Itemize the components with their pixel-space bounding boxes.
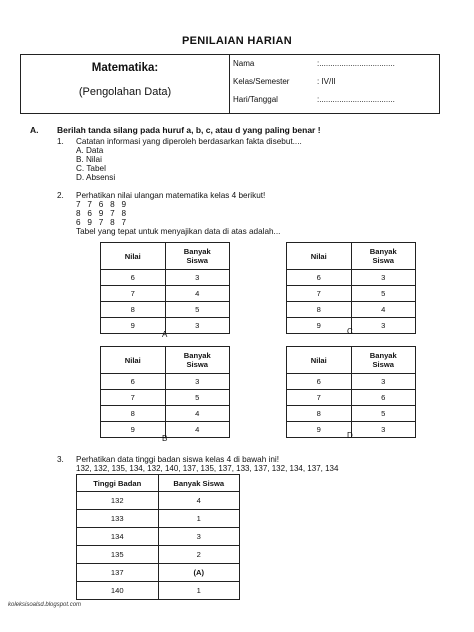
table-cell: 4: [351, 302, 416, 318]
table-cell: 140: [77, 582, 159, 600]
table-cell: 6: [287, 270, 352, 286]
q2-table-a: [100, 242, 230, 334]
subject-box: [21, 55, 230, 113]
table-cell: 6: [287, 374, 352, 390]
q2-table-c-label: C: [347, 327, 353, 336]
table-cell: 7: [287, 390, 352, 406]
table-cell: 7: [101, 390, 166, 406]
footer-url: koleksisoalsd.blogspot.com: [8, 602, 82, 608]
table-cell: 2: [158, 546, 240, 564]
table-cell: (A): [158, 564, 240, 582]
table-cell: 4: [165, 286, 230, 302]
table-cell: 9: [101, 422, 166, 438]
table-cell: 4: [165, 406, 230, 422]
table-cell: 8: [101, 302, 166, 318]
q1-option-d: D. Absensi: [76, 173, 116, 182]
col-header-banyak: Banyak Siswa: [351, 347, 416, 374]
q2-table-d-label: D: [347, 431, 353, 440]
col-header-banyak: Banyak Siswa: [158, 475, 240, 492]
table-cell: 3: [158, 528, 240, 546]
col-header-banyak: Banyak Siswa: [351, 243, 416, 270]
table-cell: 3: [351, 270, 416, 286]
table-cell: 8: [101, 406, 166, 422]
table-cell: 8: [287, 302, 352, 318]
header-box: [20, 54, 440, 114]
table-cell: 8: [287, 406, 352, 422]
table-cell: 6: [351, 390, 416, 406]
q2-table-b: [100, 346, 230, 438]
q2-table-b-label: B: [162, 434, 168, 443]
q2-data-row: 8 6 9 7 8: [76, 209, 127, 218]
table-cell: 6: [101, 374, 166, 390]
section-a-instruction: Berilah tanda silang pada huruf a, b, c, atau d yang paling benar !: [57, 125, 321, 135]
q1-option-c: C. Tabel: [76, 164, 106, 173]
col-header-nilai: Nilai: [287, 243, 352, 270]
table-cell: 5: [165, 390, 230, 406]
q2-data-row: 6 9 7 8 7: [76, 218, 127, 227]
table-cell: 3: [351, 422, 416, 438]
q2-number: 2.: [57, 191, 64, 200]
field-nama: Nama :..................................: [233, 59, 395, 68]
subject-title: Matematika:: [91, 62, 159, 74]
table-cell: 5: [351, 286, 416, 302]
q2-data-row: 7 7 6 8 9: [76, 200, 127, 209]
q1-option-b: B. Nilai: [76, 155, 102, 164]
table-cell: 4: [158, 492, 240, 510]
field-kelas: Kelas/Semester : IV/II: [233, 77, 336, 86]
q2-prompt: Tabel yang tepat untuk menyajikan data di atas adalah...: [76, 227, 281, 236]
table-cell: 3: [351, 374, 416, 390]
table-cell: 9: [101, 318, 166, 334]
q2-table-c: [286, 242, 416, 334]
q3-table: [76, 474, 240, 600]
q1-text: Catatan informasi yang diperoleh berdasarkan fakta disebut....: [76, 137, 302, 146]
table-cell: 3: [165, 374, 230, 390]
table-cell: 5: [165, 302, 230, 318]
q2-table-d: [286, 346, 416, 438]
col-header-tinggi: Tinggi Badan: [77, 475, 159, 492]
col-header-banyak: Banyak Siswa: [165, 243, 230, 270]
table-cell: 6: [101, 270, 166, 286]
table-cell: 4: [165, 422, 230, 438]
table-cell: 1: [158, 582, 240, 600]
table-cell: 9: [287, 422, 352, 438]
q3-data-line: 132, 132, 135, 134, 132, 140, 137, 135, 137, 133, 137, 132, 134, 137, 134: [76, 464, 339, 473]
col-header-nilai: Nilai: [287, 347, 352, 374]
q3-number: 3.: [57, 455, 64, 464]
section-a-letter: A.: [30, 125, 39, 135]
q1-number: 1.: [57, 137, 64, 146]
table-cell: 3: [165, 318, 230, 334]
q2-text: Perhatikan nilai ulangan matematika kelas 4 berikut!: [76, 191, 266, 200]
col-header-nilai: Nilai: [101, 347, 166, 374]
table-cell: 1: [158, 510, 240, 528]
table-cell: 132: [77, 492, 159, 510]
q1-option-a: A. Data: [76, 146, 104, 155]
page-title: PENILAIAN HARIAN: [182, 35, 292, 47]
table-cell: 9: [287, 318, 352, 334]
table-cell: 3: [165, 270, 230, 286]
col-header-nilai: Nilai: [101, 243, 166, 270]
table-cell: 134: [77, 528, 159, 546]
q3-text: Perhatikan data tinggi badan siswa kelas 4 di bawah ini!: [76, 455, 279, 464]
table-cell: 7: [101, 286, 166, 302]
topic-title: (Pengolahan Data): [78, 86, 172, 98]
table-cell: 5: [351, 406, 416, 422]
field-hari: Hari/Tanggal :..................................: [233, 95, 395, 104]
table-cell: 133: [77, 510, 159, 528]
table-cell: 7: [287, 286, 352, 302]
table-cell: 3: [351, 318, 416, 334]
col-header-banyak: Banyak Siswa: [165, 347, 230, 374]
table-cell: 137: [77, 564, 159, 582]
table-cell: 135: [77, 546, 159, 564]
q2-table-a-label: A: [162, 330, 168, 339]
